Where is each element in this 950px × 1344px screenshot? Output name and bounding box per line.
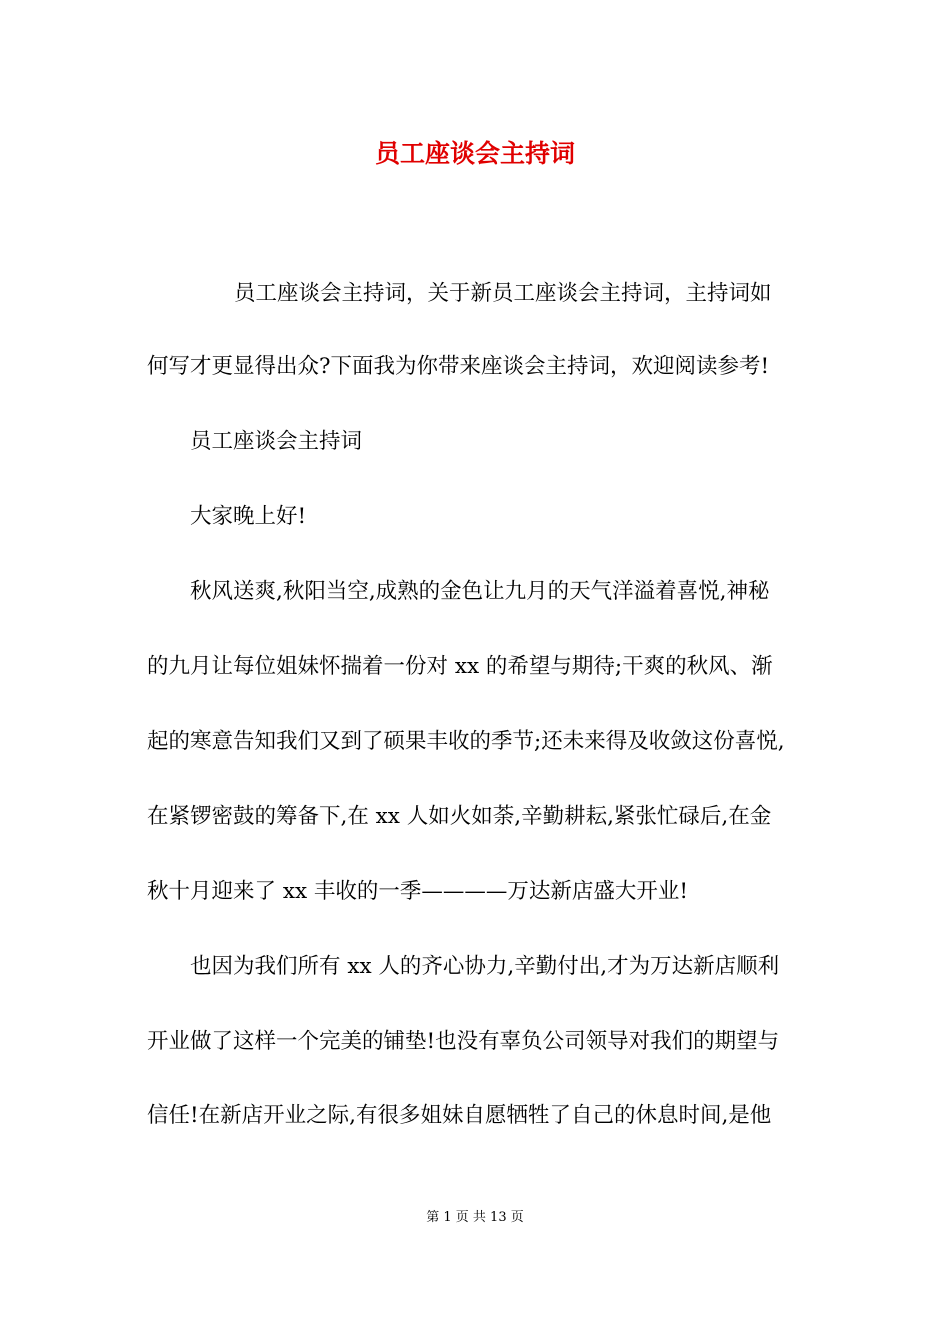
paragraph-line-9: 秋十月迎来了 xx 丰收的一季————万达新店盛大开业! <box>147 879 689 904</box>
page-title: 员工座谈会主持词 <box>374 139 575 168</box>
paragraph-line-1: 员工座谈会主持词，关于新员工座谈会主持词，主持词如 <box>234 281 772 306</box>
page-footer: 第 1 页 共 13 页 <box>426 1210 524 1225</box>
greeting-line: 大家晚上好! <box>190 504 307 529</box>
paragraph-line-8: 在紧锣密鼓的筹备下,在 xx 人如火如荼,辛勤耕耘,紧张忙碌后,在金 <box>147 804 772 829</box>
paragraph-line-10: 也因为我们所有 xx 人的齐心协力,辛勤付出,才为万达新店顺利 <box>190 954 780 979</box>
paragraph-line-5: 秋风送爽,秋阳当空,成熟的金色让九月的天气洋溢着喜悦,神秘 <box>190 579 770 604</box>
paragraph-line-2: 何写才更显得出众?下面我为你带来座谈会主持词，欢迎阅读参考! <box>147 354 770 379</box>
paragraph-line-6: 的九月让每位姐妹怀揣着一份对 xx 的希望与期待;干爽的秋风、渐 <box>147 654 773 679</box>
paragraph-line-7: 起的寒意告知我们又到了硕果丰收的季节;还未来得及收敛这份喜悦, <box>147 729 785 754</box>
section-heading: 员工座谈会主持词 <box>190 429 363 454</box>
paragraph-line-12: 信任!在新店开业之际,有很多姐妹自愿牺牲了自己的休息时间,是他 <box>147 1103 772 1128</box>
paragraph-line-11: 开业做了这样一个完美的铺垫!也没有辜负公司领导对我们的期望与 <box>147 1029 780 1054</box>
